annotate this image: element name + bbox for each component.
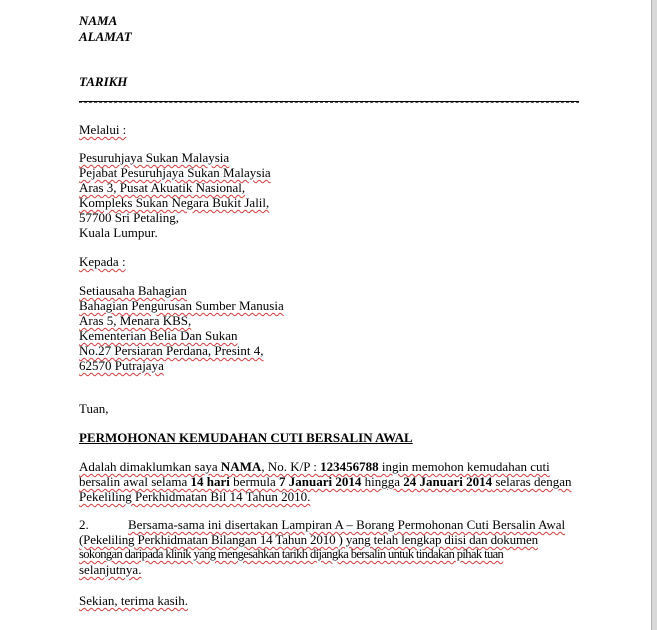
letter-subject: PERMOHONAN KEMUDAHAN CUTI BERSALIN AWAL bbox=[79, 430, 413, 445]
via-label: Melalui : bbox=[79, 122, 127, 137]
via-address-line: Pejabat Pesuruhjaya Sukan Malaysia bbox=[79, 165, 271, 180]
via-address-line: Pesuruhjaya Sukan Malaysia bbox=[79, 150, 230, 165]
via-address-line: Kompleks Sukan Negara Bukit Jalil, bbox=[79, 195, 270, 210]
paragraph-1 bbox=[79, 459, 582, 504]
page-edge bbox=[651, 0, 657, 630]
salutation: Tuan, bbox=[79, 401, 109, 416]
paragraph-2-number: 2. bbox=[79, 517, 89, 532]
via-address-line: Aras 3, Pusat Akuatik Nasional, bbox=[79, 180, 246, 195]
paragraph-1-line: Pekeliling Perkhidmatan Bil 14 Tahun 2010. bbox=[79, 489, 311, 504]
ic-number: 123456788 bbox=[320, 459, 379, 474]
end-date: 24 Januari 2014 bbox=[403, 474, 493, 489]
header-rule-dashed bbox=[79, 102, 579, 103]
closing: Sekian, terima kasih. bbox=[79, 593, 189, 608]
sender-address: ALAMAT bbox=[79, 29, 132, 44]
to-address-line: No.27 Persiaran Perdana, Presint 4, bbox=[79, 343, 264, 358]
to-address-line: 62570 Putrajaya bbox=[79, 358, 164, 373]
to-address-line: Kementerian Belia Dan Sukan bbox=[79, 328, 238, 343]
to-address-line: Setiausaha Bahagian bbox=[79, 283, 187, 298]
paragraph-1-line: Adalah dimaklumkan saya NAMA, No. K/P : 123456788 ingin memohon kemudahan cuti bbox=[79, 459, 550, 474]
to-label: Kepada : bbox=[79, 254, 126, 269]
applicant-name: NAMA bbox=[220, 459, 262, 474]
paragraph-2-line: selanjutnya. bbox=[79, 562, 142, 577]
via-address-line: Kuala Lumpur. bbox=[79, 225, 158, 240]
letter-date: TARIKH bbox=[79, 74, 128, 89]
start-date: 7 Januari 2014 bbox=[279, 474, 362, 489]
via-address-line: 57700 Sri Petaling, bbox=[79, 210, 180, 225]
to-address-line: Bahagian Pengurusan Sumber Manusia bbox=[79, 298, 284, 313]
paragraph-2-line: (Pekeliling Perkhidmatan Bilangan 14 Tahun 2010 ) yang telah lengkap diisi dan dokumen bbox=[79, 532, 538, 547]
to-address-line: Aras 5, Menara KBS, bbox=[79, 313, 192, 328]
paragraph-2-line: Bersama-sama ini disertakan Lampiran A – Borang Permohonan Cuti Bersalin Awal bbox=[128, 517, 566, 532]
paragraph-2-line: sokongan daripada klinik yang mengesahkan tarikh dijangka bersalin untuk tindakan pihak tuan bbox=[79, 547, 504, 561]
paragraph-1-line: bersalin awal selama 14 hari bermula 7 Januari 2014 hingga 24 Januari 2014 selaras dengan bbox=[79, 474, 572, 489]
sender-name: NAMA bbox=[79, 13, 118, 28]
leave-days: 14 hari bbox=[190, 474, 230, 489]
